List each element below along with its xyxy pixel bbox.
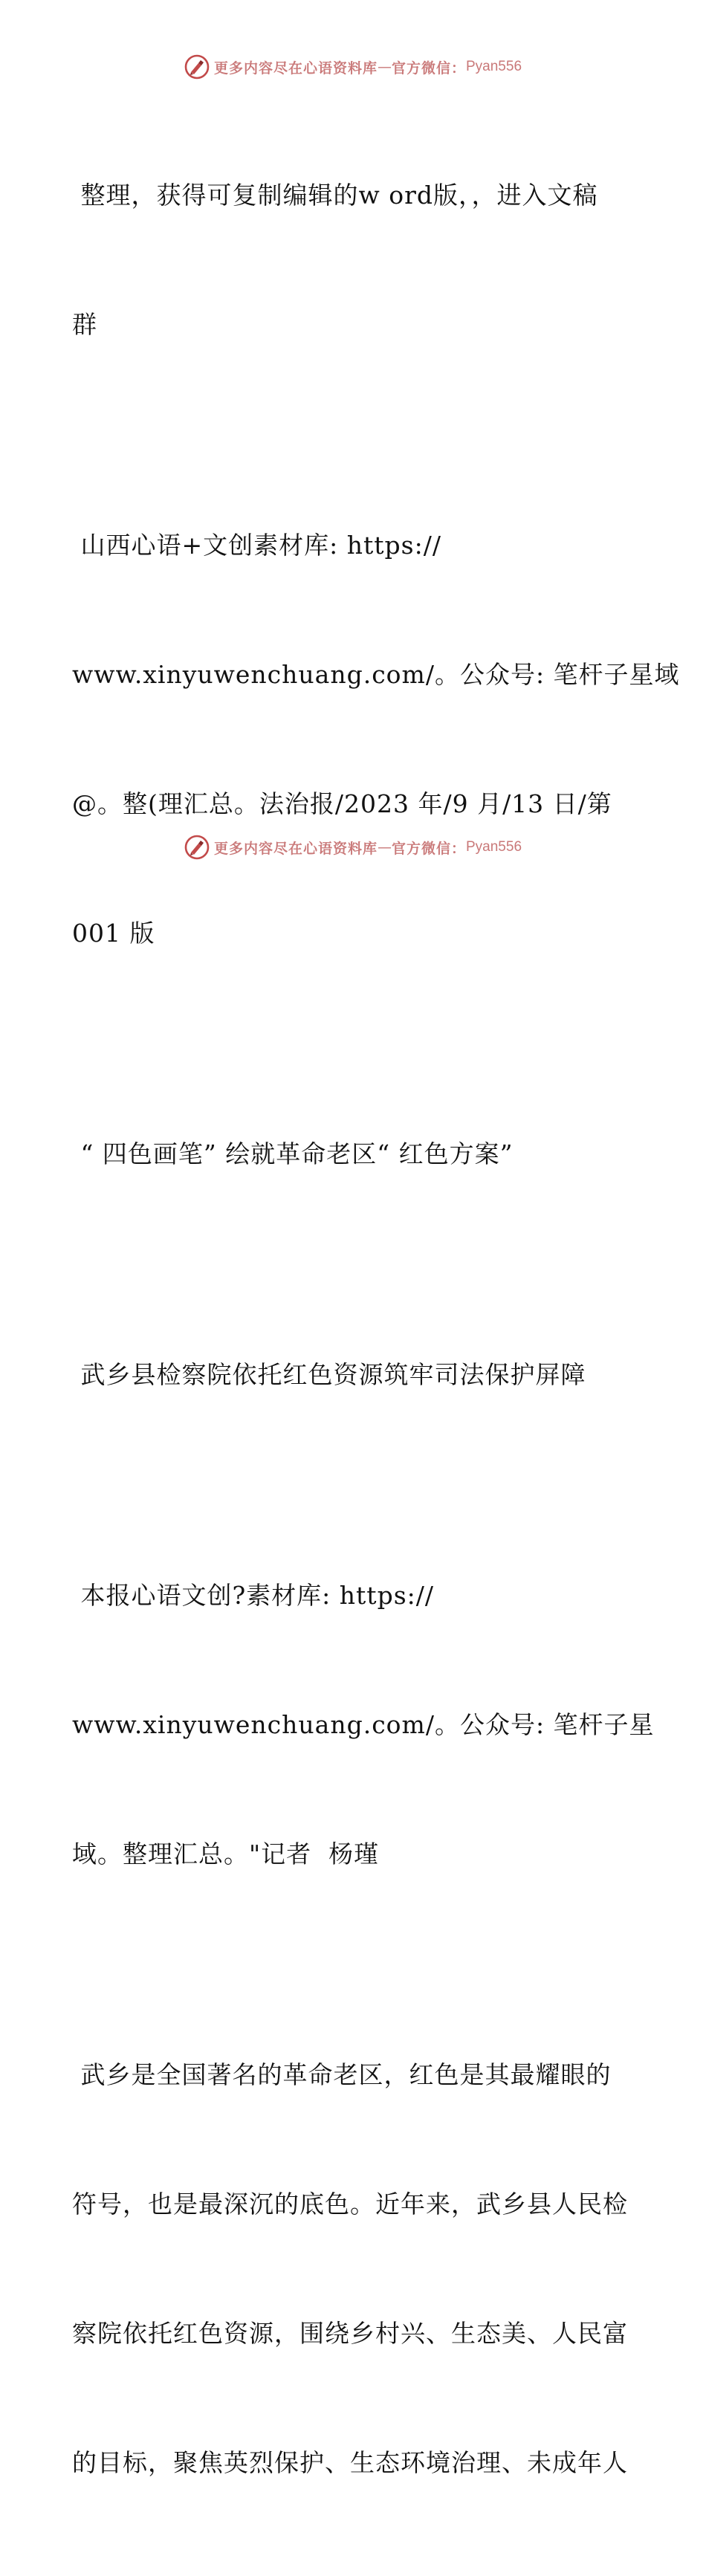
paragraph-intro (72, 88, 637, 433)
document-body (72, 88, 680, 2576)
paragraph-byline (72, 1488, 655, 1962)
header-banner (0, 52, 706, 82)
header-account-id: Pyan556 (466, 59, 522, 74)
header-account-label: 官方微信： (391, 59, 466, 77)
text-line: 域。整理汇总。"记者 杨瑾 (72, 1839, 380, 1868)
footer-banner-separator: — (377, 839, 392, 855)
footer-account-label: 官方微信： (391, 840, 466, 857)
header-banner-text: 更多内容尽在心语资料库 (213, 59, 378, 77)
text-line: 符号，也是最深沉的底色。近年来，武乡县人民检 (72, 2190, 628, 2219)
text-line: 武乡县检察院依托红色资源筑牢司法保护屏障 (72, 1360, 586, 1389)
text-line: www.xinyuwenchuang.com/。公众号: 笔杆子星域 (72, 660, 680, 689)
text-line: 本报心语文创?素材库: https:// (72, 1581, 434, 1610)
header-banner-separator: — (377, 59, 392, 75)
text-line: 武乡是全国著名的革命老区，红色是其最耀眼的 (72, 2060, 612, 2089)
footer-banner-text: 更多内容尽在心语资料库 (213, 840, 378, 857)
paragraph-source (72, 438, 680, 1041)
text-line: 察院依托红色资源，围绕乡村兴、生态美、人民富 (72, 2319, 628, 2348)
text-line: www.xinyuwenchuang.com/。公众号: 笔杆子星 (72, 1710, 655, 1739)
text-line: 群 (72, 310, 97, 339)
text-line: @。整(理汇总。法治报/2023 年/9 月/13 日/第 (72, 789, 612, 818)
pen-logo-icon (184, 835, 210, 860)
pen-logo-icon (184, 54, 210, 80)
text-line: 整理，获得可复制编辑的w ord版，，进入文稿 (72, 181, 598, 210)
footer-banner (0, 832, 706, 862)
text-line: 山西心语+文创素材库: https:// (72, 531, 441, 560)
text-line: 001 版 (72, 919, 155, 948)
paragraph-body (72, 1967, 637, 2571)
text-line: 的目标，聚焦英烈保护、生态环境治理、未成年人 (72, 2448, 628, 2477)
article-subheadline (72, 1267, 637, 1483)
footer-account-id: Pyan556 (466, 839, 522, 855)
article-headline (72, 1046, 637, 1262)
text-line: “ 四色画笔” 绘就革命老区“ 红色方案” (72, 1139, 514, 1168)
